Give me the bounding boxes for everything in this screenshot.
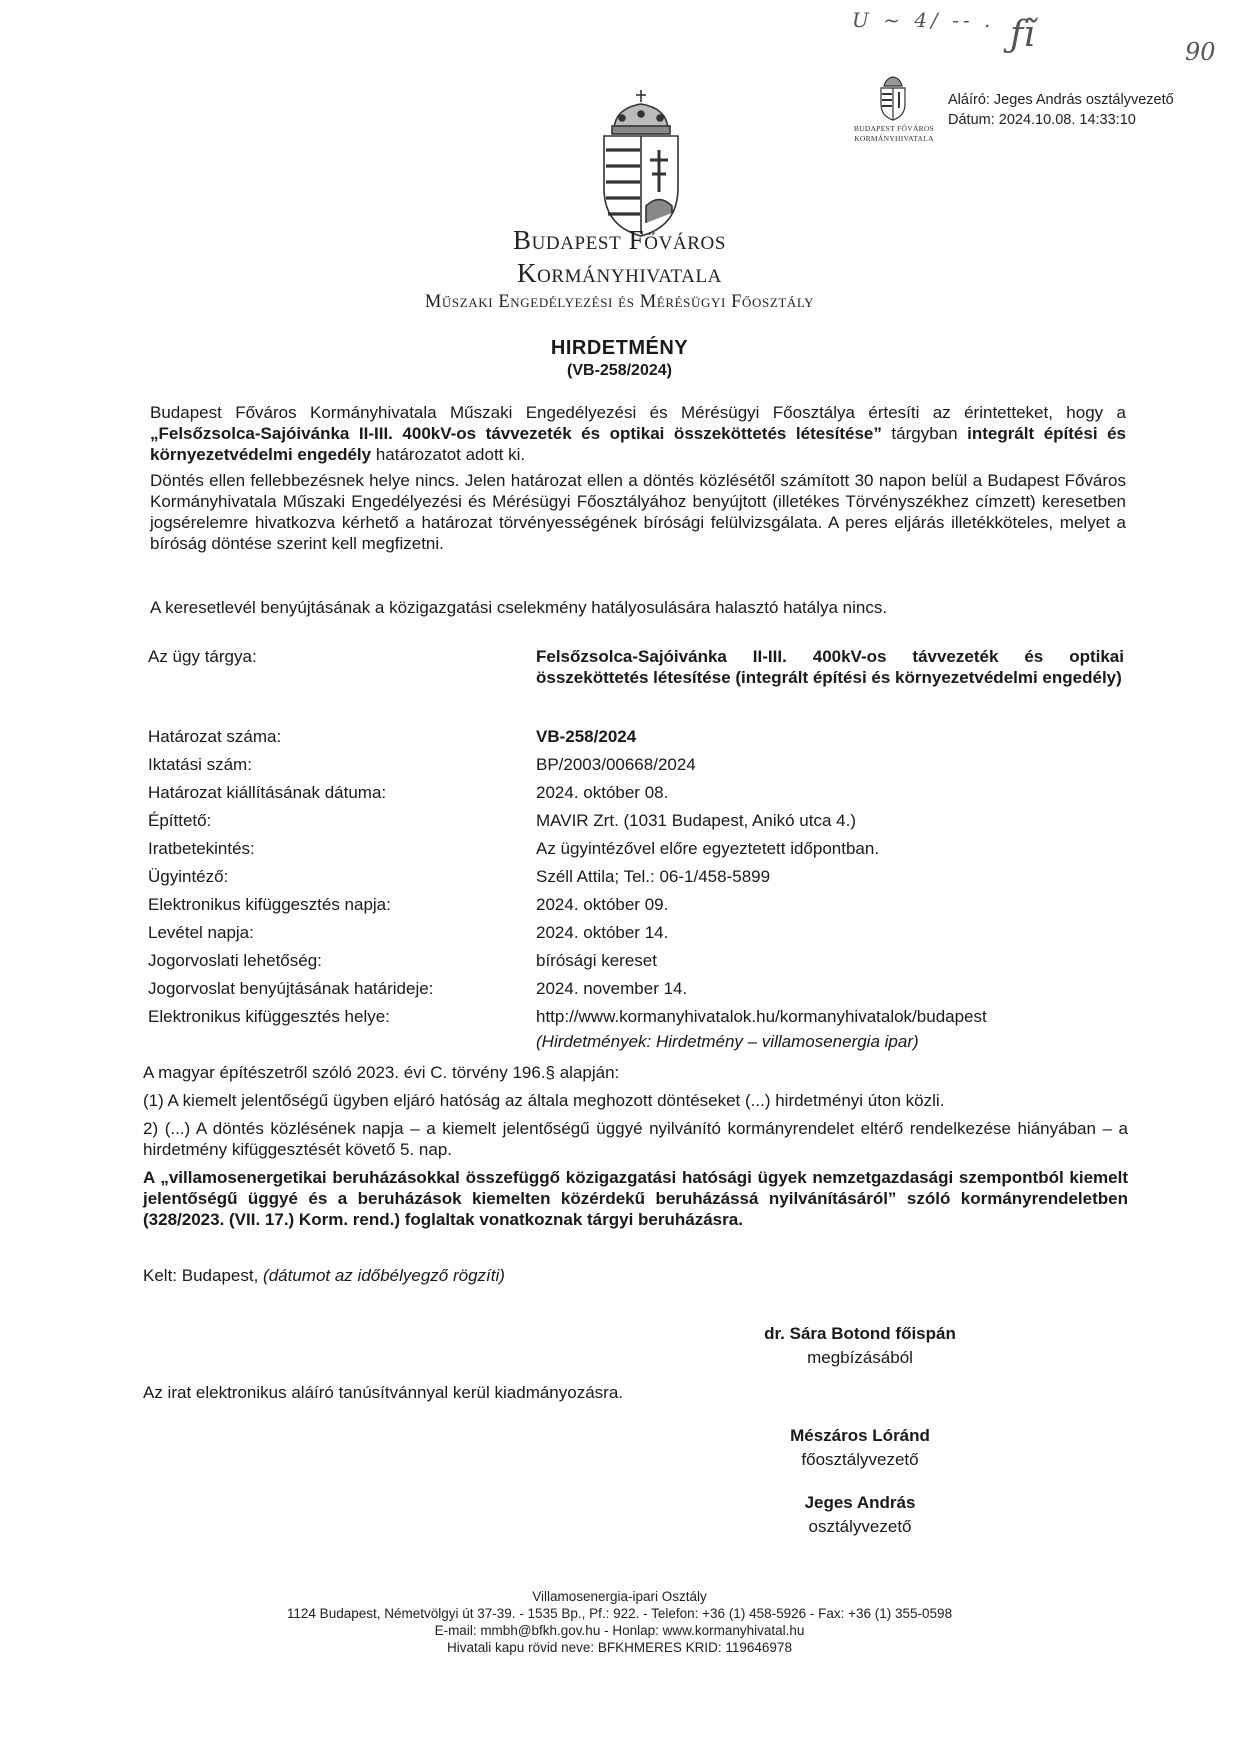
signatory-2: Mészáros Lóránd főosztályvezető <box>790 1426 930 1469</box>
law-government-decree: A „villamosenergetikai beruházásokkal összefüggő közigazgatási hatósági ügyek nemzetgazdasági szempontból kiemelt jelentőségű üggyé és a beruházások kiemelten közérdekű beruházássá nyilvánításáról” szóló kormányrendeletben (328/2023. (VII. 17.) Korm. rend.) foglaltak vonatkoznak tárgyi beruházásra. <box>143 1168 1128 1229</box>
posting-url[interactable]: http://www.kormanyhivatalok.hu/kormanyhivatalok/budapest <box>536 1007 987 1026</box>
footer-address: 1124 Budapest, Németvölgyi út 37-39. - 1535 Bp., Pf.: 922. - Telefon: +36 (1) 458-5926 - Fax: +36 (1) 355-0598 <box>286 1606 953 1621</box>
law-paragraph-1: (1) A kiemelt jelentőségű ügyben eljáró hatóság az általa meghozott döntéseket (...) hirdetményi úton közli. <box>143 1091 945 1110</box>
electronic-signature-note: Az irat elektronikus aláíró tanúsítvánnyal kerül kiadmányozásra. <box>143 1383 624 1402</box>
intro-paragraph-3: A keresetlevél benyújtásának a közigazgatási cselekmény hatályosulására halasztó hatálya nincs. <box>150 598 888 617</box>
footer-department: Villamosenergia-ipari Osztály <box>532 1589 707 1604</box>
posting-section: (Hirdetmények: Hirdetmény – villamosenergia ipar) <box>536 1032 919 1051</box>
footer-gateway: Hivatali kapu rövid neve: BFKHMERES KRID: 119646978 <box>447 1640 792 1655</box>
intro-paragraph-2: Döntés ellen fellebbezésnek helye nincs. Jelen határozat ellen a döntés közlésétől számított 30 napon belül a Budapest Főváros Kormányhivatala Műszaki Engedélyezési és Mérésügyi Főosztályához benyújtott (illetékes Törvényszékhez címzett) keresetben jogsérelemre hivatkozva kérhető a határozat törvényességének bírósági felülvizsgálata. A peres eljárás illetékköteles, melyet a bíróság döntése szerint kell megfizetni. <box>150 471 1126 553</box>
signature-date: Dátum: 2024.10.08. 14:33:10 <box>948 112 1136 128</box>
seal-org-name: BUDAPEST FŐVÁROS KORMÁNYHIVATALA <box>853 124 935 143</box>
org-name-line2: Kormányhivatala <box>516 258 723 288</box>
law-intro: A magyar építészetről szóló 2023. évi C. törvény 196.§ alapján: <box>143 1063 620 1082</box>
handwritten-note: U ~ 4/ -- . <box>852 8 995 32</box>
seal-icon <box>878 72 908 122</box>
digital-signature-info <box>948 90 1174 130</box>
footer-contact: E-mail: mmbh@bfkh.gov.hu - Honlap: www.kormanyhivatal.hu <box>434 1623 805 1638</box>
signatory-3: Jeges András osztályvezető <box>804 1493 916 1536</box>
document-reference: (VB-258/2024) <box>567 362 672 379</box>
handwritten-page-number: 90 <box>1185 38 1216 66</box>
coat-of-arms-icon <box>596 88 686 238</box>
signer-label: Aláíró: Jeges András osztályvezető <box>948 92 1174 108</box>
org-name-line1: Budapest Főváros <box>512 225 726 255</box>
intro-paragraph-1: Budapest Főváros Kormányhivatala Műszaki Engedélyezési és Mérésügyi Főosztálya értesíti az érintetteket, hogy a „Felsőzsolca-Sajóivánka II-III. 400kV-os távvezeték és optikai összeköttetés létesítése” tárgyban integrált építési és környezetvédelmi engedély határozatot adott ki. <box>150 403 1126 464</box>
org-department: Műszaki Engedélyezési és Mérésügyi Főosztály <box>424 292 815 312</box>
law-paragraph-2: 2) (...) A döntés közlésének napja – a kiemelt jelentőségű üggyé nyilvánító kormányrendelet eltérő rendelkezése hiányában – a hirdetmény kifüggesztését követő 5. nap. <box>143 1119 1128 1159</box>
document-title: HIRDETMÉNY <box>550 337 689 359</box>
signatory-1: dr. Sára Botond főispán megbízásából <box>764 1324 956 1367</box>
handwritten-mark: ƒĩ <box>1010 14 1035 55</box>
issue-place: Kelt: Budapest, (dátumot az időbélyegző rögzíti) <box>143 1266 505 1285</box>
footer <box>0 1588 1239 1656</box>
